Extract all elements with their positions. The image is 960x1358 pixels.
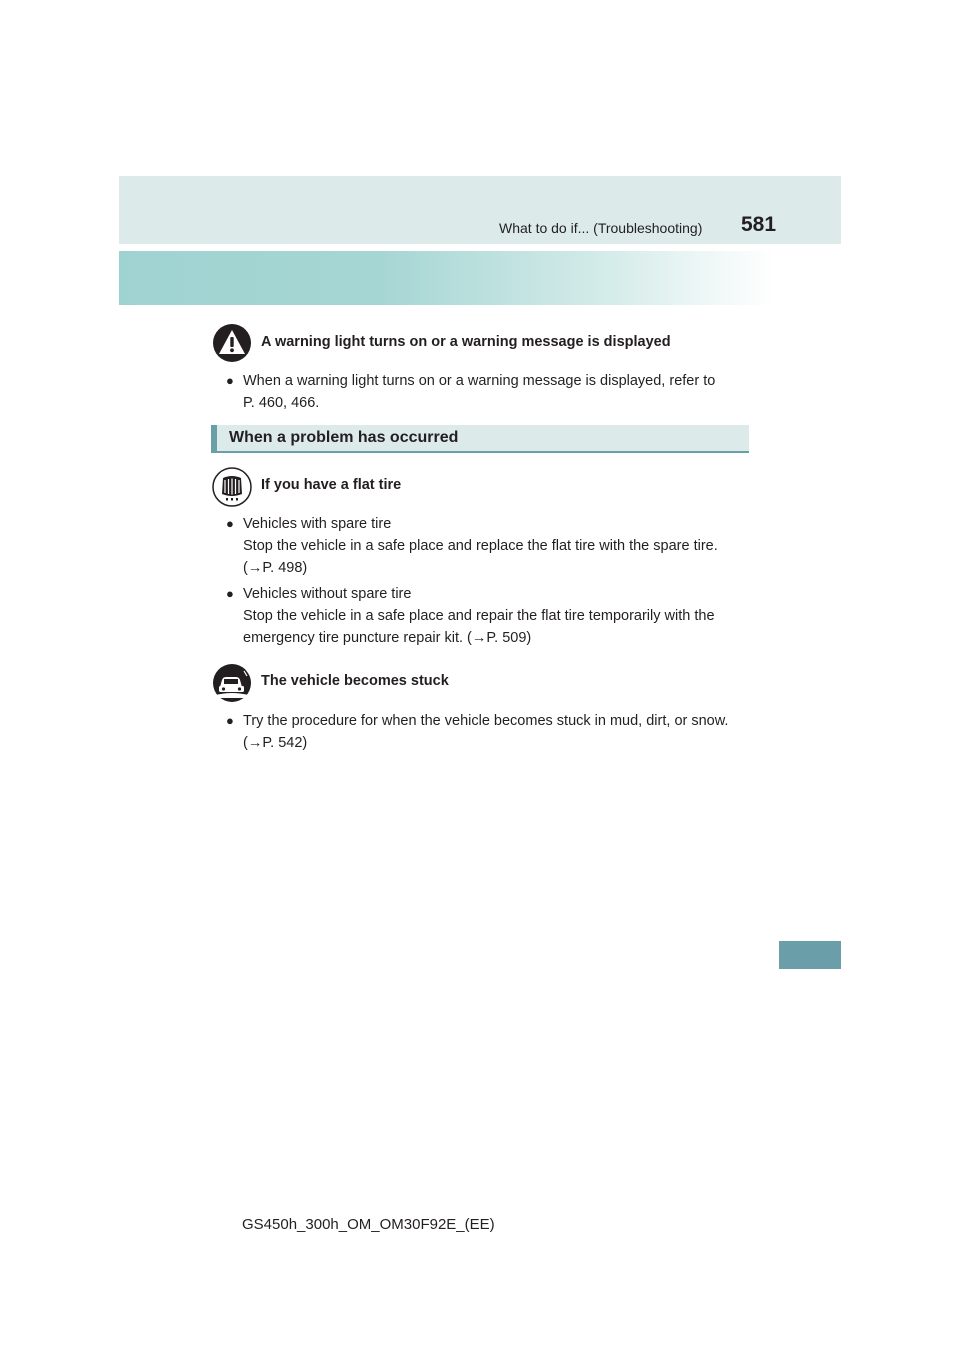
item-ref: (→P. 498): [243, 560, 308, 576]
chapter-side-tab: [779, 941, 841, 969]
item-text: Stop the vehicle in a safe place and replace the flat tire with the spare tire.: [243, 538, 718, 554]
item-text: Stop the vehicle in a safe place and repair the flat tire temporarily with the: [243, 608, 715, 624]
item-heading: Vehicles without spare tire: [243, 586, 412, 602]
stuck-text: Try the procedure for when the vehicle becomes stuck in mud, dirt, or snow.: [243, 713, 729, 729]
flat-tire-icon: [212, 467, 252, 507]
bullet: ●: [226, 586, 234, 601]
page-number: 581: [741, 213, 777, 236]
warning-bullet-text: [243, 370, 746, 414]
stuck-ref: (→P. 542): [243, 735, 308, 751]
chapter-gradient-band: [119, 251, 775, 305]
warning-bullet-ref: P. 460, 466.: [243, 395, 320, 411]
footer-document-code: GS450h_300h_OM_OM30F92E_(EE): [242, 1216, 495, 1233]
item-text-continued: emergency tire puncture repair kit. (→P. 509): [243, 630, 532, 646]
section-heading: When a problem has occurred: [229, 429, 459, 446]
flat-tire-item-no-spare: [243, 583, 746, 649]
item-heading: Vehicles with spare tire: [243, 516, 392, 532]
warning-icon: [212, 323, 252, 363]
header-title: What to do if... (Troubleshooting): [499, 220, 703, 236]
stuck-topic-title: The vehicle becomes stuck: [261, 673, 449, 689]
flat-tire-topic-title: If you have a flat tire: [261, 477, 402, 493]
bullet: ●: [226, 516, 234, 531]
section-heading-bar: [211, 425, 749, 453]
stuck-vehicle-icon: [212, 663, 252, 703]
flat-tire-item-spare: [243, 513, 746, 579]
warning-bullet-line: When a warning light turns on or a warning message is displayed, refer to: [243, 373, 716, 389]
stuck-bullet-text: [243, 710, 746, 754]
bullet: ●: [226, 373, 234, 388]
bullet: ●: [226, 713, 234, 728]
header-band: [119, 176, 841, 244]
warning-topic-title: A warning light turns on or a warning message is displayed: [261, 334, 671, 350]
